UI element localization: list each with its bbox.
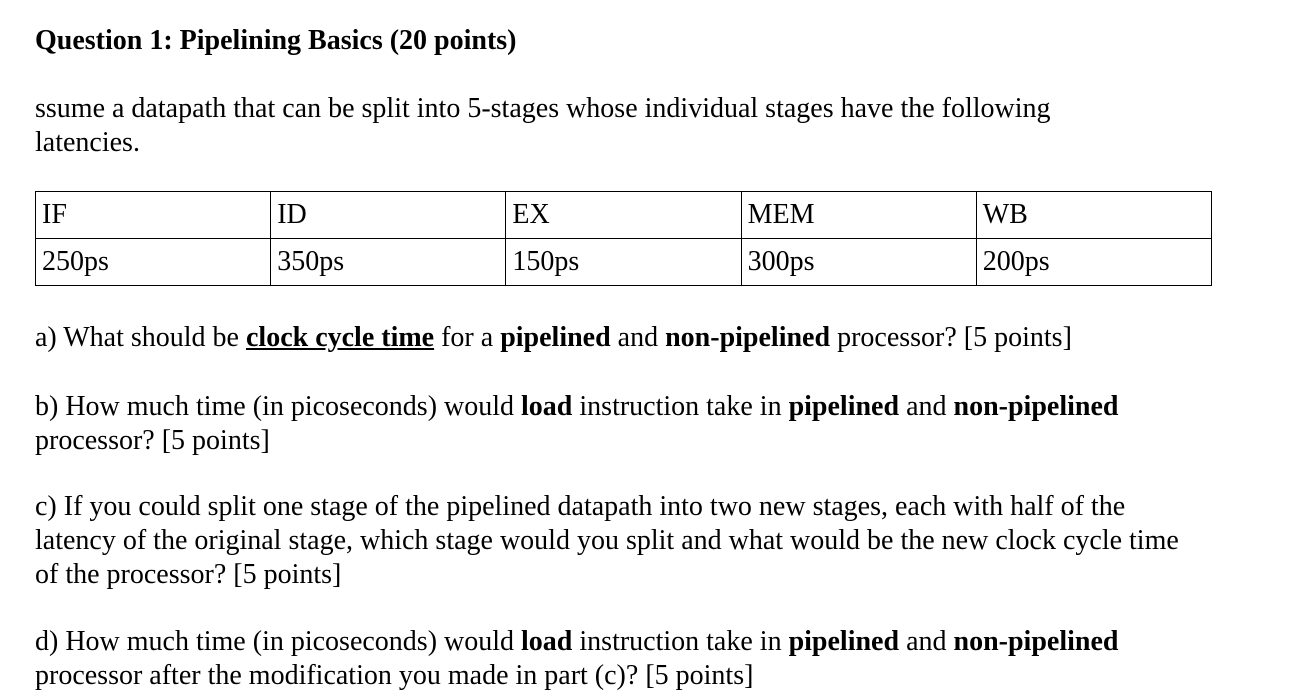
qa-text-1: a) What should be: [35, 322, 246, 353]
stage-wb: WB: [976, 192, 1211, 239]
latency-table: [35, 191, 1212, 286]
qb-non-pipelined: non-pipelined: [953, 391, 1119, 422]
qb-text-1: b) How much time (in picoseconds) would: [35, 391, 522, 422]
latency-wb: 200ps: [976, 239, 1211, 286]
stage-ex: EX: [506, 192, 741, 239]
latency-if: 250ps: [36, 239, 271, 286]
qb-pipelined: pipelined: [788, 391, 900, 422]
latency-row: [36, 239, 1212, 286]
qa-clock-cycle-time: clock cycle time: [245, 322, 435, 353]
stage-mem: MEM: [741, 192, 976, 239]
qb-load: load: [521, 391, 573, 422]
qb-text-3: instruction take in: [572, 391, 789, 422]
intro-paragraph: ssume a datapath that can be split into 5-stages whose individual stages have the following latencies.: [35, 93, 1051, 158]
qa-non-pipelined: non-pipelined: [665, 322, 831, 353]
question-title: Question 1: Pipelining Basics (20 points): [35, 25, 517, 56]
qd-text-5: and: [899, 626, 954, 657]
qa-pipelined: pipelined: [500, 322, 611, 353]
stage-if: IF: [36, 192, 271, 239]
stage-header-row: [36, 192, 1212, 239]
qd-text-3: instruction take in: [572, 626, 789, 657]
question-d: [35, 625, 1195, 693]
question-b: [35, 390, 1195, 458]
qb-text-7: processor? [5 points]: [35, 425, 270, 456]
question-c: c) If you could split one stage of the pipelined datapath into two new stages, each with half of the latency of the original stage, which stage would you split and what would be the new clock cycle time of the processor? [5 points]: [35, 491, 1179, 590]
qa-text-5: and: [610, 322, 666, 353]
question-a: [35, 321, 1195, 355]
qd-text-7: processor after the modification you made in part (c)? [5 points]: [35, 660, 754, 691]
qb-text-5: and: [899, 391, 954, 422]
latency-mem: 300ps: [741, 239, 976, 286]
latency-id: 350ps: [271, 239, 506, 286]
latency-ex: 150ps: [506, 239, 741, 286]
qd-text-1: d) How much time (in picoseconds) would: [35, 626, 522, 657]
qd-pipelined: pipelined: [788, 626, 900, 657]
qa-text-7: processor? [5 points]: [830, 322, 1072, 353]
qd-load: load: [521, 626, 573, 657]
stage-id: ID: [271, 192, 506, 239]
qd-non-pipelined: non-pipelined: [953, 626, 1119, 657]
qa-text-3: for a: [434, 322, 501, 353]
